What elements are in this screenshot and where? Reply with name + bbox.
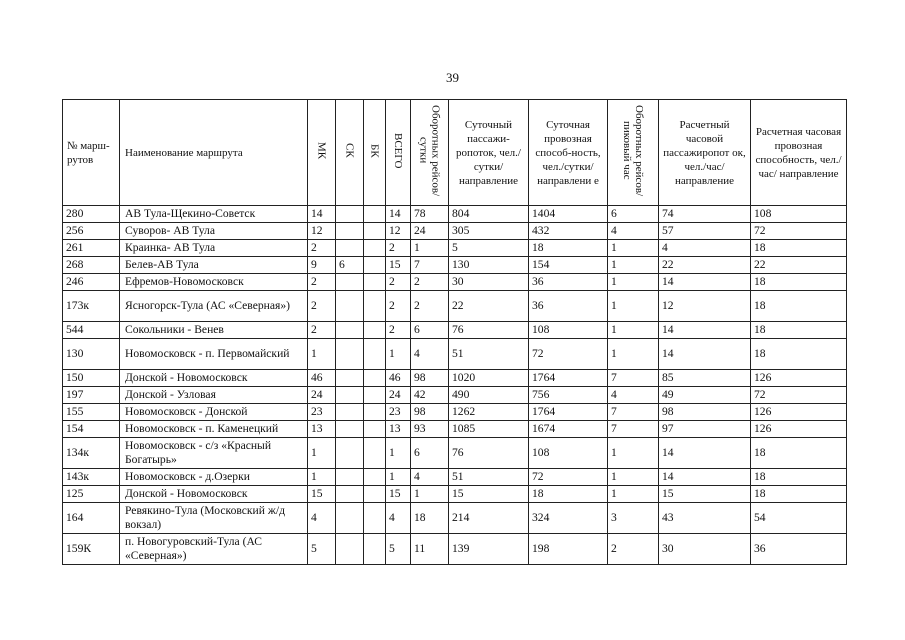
cell-hourly-flow: 30 [659, 534, 751, 565]
cell-route-number: 130 [63, 339, 120, 370]
cell-bk [364, 240, 386, 257]
cell-peak-trips: 1 [608, 240, 659, 257]
cell-daily-capacity: 432 [529, 223, 608, 240]
cell-mk: 5 [308, 534, 336, 565]
table-row [63, 370, 847, 387]
table-row [63, 291, 847, 322]
cell-sk [336, 387, 364, 404]
cell-mk: 15 [308, 486, 336, 503]
cell-trips: 4 [411, 469, 449, 486]
cell-sk [336, 339, 364, 370]
cell-trips: 93 [411, 421, 449, 438]
cell-hourly-flow: 57 [659, 223, 751, 240]
cell-route-name: Суворов- АВ Тула [120, 223, 308, 240]
cell-hourly-capacity: 18 [751, 469, 847, 486]
cell-peak-trips: 1 [608, 438, 659, 469]
cell-total: 15 [386, 486, 411, 503]
cell-route-number: 164 [63, 503, 120, 534]
cell-sk [336, 503, 364, 534]
cell-total: 1 [386, 438, 411, 469]
table-row [63, 274, 847, 291]
cell-bk [364, 421, 386, 438]
cell-peak-trips: 1 [608, 486, 659, 503]
header-peak-trips-text: Оборотных рейсов/ пиковый час [621, 104, 645, 197]
cell-sk [336, 486, 364, 503]
cell-sk: 6 [336, 257, 364, 274]
cell-route-name: п. Новогуровский-Тула (АС «Северная») [120, 534, 308, 565]
cell-peak-trips: 1 [608, 339, 659, 370]
header-trips [411, 100, 449, 206]
cell-mk: 14 [308, 206, 336, 223]
cell-mk: 13 [308, 421, 336, 438]
cell-route-number: 268 [63, 257, 120, 274]
cell-hourly-capacity: 72 [751, 223, 847, 240]
cell-route-name: Донской - Новомосковск [120, 486, 308, 503]
cell-sk [336, 438, 364, 469]
cell-total: 1 [386, 469, 411, 486]
cell-daily-capacity: 18 [529, 486, 608, 503]
header-total [386, 100, 411, 206]
cell-hourly-flow: 97 [659, 421, 751, 438]
cell-bk [364, 469, 386, 486]
cell-peak-trips: 3 [608, 503, 659, 534]
cell-hourly-capacity: 22 [751, 257, 847, 274]
cell-route-number: 150 [63, 370, 120, 387]
header-bk [364, 100, 386, 206]
cell-trips: 2 [411, 291, 449, 322]
cell-sk [336, 206, 364, 223]
cell-bk [364, 370, 386, 387]
cell-bk [364, 503, 386, 534]
cell-route-name: АВ Тула-Щекино-Советск [120, 206, 308, 223]
cell-daily-flow: 76 [449, 438, 529, 469]
cell-peak-trips: 2 [608, 534, 659, 565]
cell-trips: 78 [411, 206, 449, 223]
cell-daily-capacity: 36 [529, 274, 608, 291]
cell-hourly-flow: 15 [659, 486, 751, 503]
table-row [63, 240, 847, 257]
table-row [63, 387, 847, 404]
cell-daily-capacity: 756 [529, 387, 608, 404]
cell-mk: 2 [308, 274, 336, 291]
cell-sk [336, 274, 364, 291]
cell-peak-trips: 4 [608, 387, 659, 404]
cell-peak-trips: 1 [608, 322, 659, 339]
cell-bk [364, 404, 386, 421]
cell-daily-flow: 1262 [449, 404, 529, 421]
cell-bk [364, 387, 386, 404]
cell-trips: 1 [411, 240, 449, 257]
header-mk-text: МК [315, 141, 328, 160]
table-row [63, 438, 847, 469]
table-body [63, 206, 847, 565]
cell-hourly-capacity: 108 [751, 206, 847, 223]
table-row [63, 421, 847, 438]
cell-bk [364, 322, 386, 339]
cell-hourly-capacity: 18 [751, 291, 847, 322]
cell-trips: 7 [411, 257, 449, 274]
cell-hourly-capacity: 18 [751, 339, 847, 370]
cell-daily-flow: 804 [449, 206, 529, 223]
cell-peak-trips: 1 [608, 274, 659, 291]
cell-daily-capacity: 72 [529, 339, 608, 370]
cell-bk [364, 534, 386, 565]
cell-total: 12 [386, 223, 411, 240]
cell-peak-trips: 7 [608, 421, 659, 438]
cell-route-number: 246 [63, 274, 120, 291]
cell-daily-capacity: 108 [529, 322, 608, 339]
cell-hourly-capacity: 18 [751, 322, 847, 339]
cell-peak-trips: 7 [608, 370, 659, 387]
cell-total: 4 [386, 503, 411, 534]
cell-trips: 2 [411, 274, 449, 291]
cell-mk: 23 [308, 404, 336, 421]
cell-daily-capacity: 154 [529, 257, 608, 274]
cell-sk [336, 534, 364, 565]
cell-total: 2 [386, 322, 411, 339]
cell-daily-flow: 30 [449, 274, 529, 291]
table-row [63, 206, 847, 223]
cell-total: 13 [386, 421, 411, 438]
header-total-text: ВСЕГО [392, 132, 404, 169]
table-header-row [63, 100, 847, 206]
table-row [63, 322, 847, 339]
header-daily-capacity: Суточная провозная способ-ность, чел./сутки/ направлени е [529, 100, 608, 206]
cell-sk [336, 469, 364, 486]
cell-daily-flow: 5 [449, 240, 529, 257]
cell-hourly-capacity: 126 [751, 404, 847, 421]
table-row [63, 503, 847, 534]
cell-daily-capacity: 108 [529, 438, 608, 469]
cell-hourly-capacity: 36 [751, 534, 847, 565]
cell-route-name: Ревякино-Тула (Московский ж/д вокзал) [120, 503, 308, 534]
cell-daily-capacity: 36 [529, 291, 608, 322]
cell-hourly-capacity: 126 [751, 421, 847, 438]
cell-hourly-capacity: 126 [751, 370, 847, 387]
cell-peak-trips: 7 [608, 404, 659, 421]
cell-bk [364, 257, 386, 274]
cell-route-name: Новомосковск - с/з «Красный Богатырь» [120, 438, 308, 469]
cell-daily-flow: 130 [449, 257, 529, 274]
cell-bk [364, 223, 386, 240]
cell-trips: 6 [411, 322, 449, 339]
page-number: 39 [446, 70, 459, 85]
cell-route-number: 544 [63, 322, 120, 339]
header-route-number: № марш-рутов [63, 100, 120, 206]
header-sk-text: СК [343, 143, 356, 158]
cell-route-number: 173к [63, 291, 120, 322]
cell-daily-flow: 51 [449, 469, 529, 486]
table-row [63, 257, 847, 274]
cell-total: 2 [386, 240, 411, 257]
cell-daily-flow: 22 [449, 291, 529, 322]
cell-mk: 46 [308, 370, 336, 387]
cell-bk [364, 274, 386, 291]
cell-daily-capacity: 1404 [529, 206, 608, 223]
cell-trips: 98 [411, 370, 449, 387]
cell-daily-flow: 1020 [449, 370, 529, 387]
table-row [63, 534, 847, 565]
cell-total: 15 [386, 257, 411, 274]
cell-route-name: Краинка- АВ Тула [120, 240, 308, 257]
cell-route-name: Новомосковск - п. Каменецкий [120, 421, 308, 438]
table-row [63, 404, 847, 421]
cell-route-number: 154 [63, 421, 120, 438]
cell-daily-capacity: 1764 [529, 404, 608, 421]
cell-total: 5 [386, 534, 411, 565]
cell-bk [364, 291, 386, 322]
cell-mk: 2 [308, 291, 336, 322]
header-hourly-flow: Расчетный часовой пассажиропот ок, чел./час/ направление [659, 100, 751, 206]
cell-hourly-flow: 85 [659, 370, 751, 387]
cell-sk [336, 404, 364, 421]
cell-daily-capacity: 1764 [529, 370, 608, 387]
cell-route-name: Ефремов-Новомосковск [120, 274, 308, 291]
cell-trips: 6 [411, 438, 449, 469]
cell-hourly-capacity: 18 [751, 240, 847, 257]
cell-trips: 1 [411, 486, 449, 503]
cell-hourly-flow: 4 [659, 240, 751, 257]
table-row [63, 469, 847, 486]
cell-hourly-flow: 43 [659, 503, 751, 534]
cell-mk: 24 [308, 387, 336, 404]
cell-sk [336, 421, 364, 438]
cell-mk: 1 [308, 438, 336, 469]
cell-route-name: Ясногорск-Тула (АС «Северная») [120, 291, 308, 322]
cell-route-name: Белев-АВ Тула [120, 257, 308, 274]
cell-trips: 18 [411, 503, 449, 534]
cell-hourly-capacity: 54 [751, 503, 847, 534]
header-peak-trips [608, 100, 659, 206]
cell-trips: 4 [411, 339, 449, 370]
cell-trips: 11 [411, 534, 449, 565]
cell-route-number: 280 [63, 206, 120, 223]
header-sk [336, 100, 364, 206]
cell-mk: 4 [308, 503, 336, 534]
table-row [63, 223, 847, 240]
cell-hourly-flow: 98 [659, 404, 751, 421]
cell-peak-trips: 6 [608, 206, 659, 223]
cell-hourly-flow: 49 [659, 387, 751, 404]
cell-trips: 98 [411, 404, 449, 421]
cell-mk: 2 [308, 240, 336, 257]
cell-route-name: Новомосковск - п. Первомайский [120, 339, 308, 370]
cell-sk [336, 322, 364, 339]
header-bk-text: БК [368, 143, 381, 158]
cell-daily-flow: 15 [449, 486, 529, 503]
cell-daily-flow: 1085 [449, 421, 529, 438]
cell-hourly-flow: 14 [659, 469, 751, 486]
cell-bk [364, 438, 386, 469]
cell-route-name: Новомосковск - Донской [120, 404, 308, 421]
cell-route-name: Донской - Новомосковск [120, 370, 308, 387]
cell-route-name: Донской - Узловая [120, 387, 308, 404]
cell-hourly-flow: 74 [659, 206, 751, 223]
cell-mk: 1 [308, 339, 336, 370]
cell-daily-capacity: 72 [529, 469, 608, 486]
cell-peak-trips: 1 [608, 291, 659, 322]
cell-route-number: 155 [63, 404, 120, 421]
cell-daily-capacity: 1674 [529, 421, 608, 438]
cell-daily-flow: 51 [449, 339, 529, 370]
cell-route-number: 261 [63, 240, 120, 257]
cell-peak-trips: 1 [608, 257, 659, 274]
cell-peak-trips: 1 [608, 469, 659, 486]
cell-hourly-flow: 14 [659, 339, 751, 370]
cell-hourly-capacity: 72 [751, 387, 847, 404]
cell-daily-flow: 305 [449, 223, 529, 240]
cell-route-number: 256 [63, 223, 120, 240]
cell-daily-flow: 139 [449, 534, 529, 565]
cell-bk [364, 339, 386, 370]
cell-daily-flow: 214 [449, 503, 529, 534]
cell-trips: 24 [411, 223, 449, 240]
cell-trips: 42 [411, 387, 449, 404]
cell-total: 24 [386, 387, 411, 404]
cell-total: 2 [386, 291, 411, 322]
cell-daily-flow: 76 [449, 322, 529, 339]
cell-daily-capacity: 198 [529, 534, 608, 565]
header-hourly-capacity: Расчетная часовая провозная способность, чел./час/ направление [751, 100, 847, 206]
cell-mk: 2 [308, 322, 336, 339]
cell-mk: 1 [308, 469, 336, 486]
cell-total: 1 [386, 339, 411, 370]
cell-hourly-capacity: 18 [751, 438, 847, 469]
cell-mk: 9 [308, 257, 336, 274]
cell-route-name: Новомосковск - д.Озерки [120, 469, 308, 486]
cell-route-number: 159К [63, 534, 120, 565]
cell-peak-trips: 4 [608, 223, 659, 240]
cell-bk [364, 486, 386, 503]
cell-daily-capacity: 18 [529, 240, 608, 257]
cell-hourly-capacity: 18 [751, 274, 847, 291]
cell-hourly-flow: 14 [659, 438, 751, 469]
cell-hourly-capacity: 18 [751, 486, 847, 503]
cell-total: 46 [386, 370, 411, 387]
table-row [63, 339, 847, 370]
header-daily-flow: Суточный пассажи-ропоток, чел./сутки/ направление [449, 100, 529, 206]
cell-route-number: 197 [63, 387, 120, 404]
cell-route-number: 134к [63, 438, 120, 469]
cell-sk [336, 223, 364, 240]
header-mk [308, 100, 336, 206]
cell-sk [336, 370, 364, 387]
cell-mk: 12 [308, 223, 336, 240]
cell-daily-flow: 490 [449, 387, 529, 404]
routes-table [62, 99, 847, 565]
cell-total: 2 [386, 274, 411, 291]
cell-total: 14 [386, 206, 411, 223]
cell-route-number: 143к [63, 469, 120, 486]
cell-route-name: Сокольники - Венев [120, 322, 308, 339]
cell-hourly-flow: 22 [659, 257, 751, 274]
cell-route-number: 125 [63, 486, 120, 503]
cell-total: 23 [386, 404, 411, 421]
cell-hourly-flow: 12 [659, 291, 751, 322]
cell-daily-capacity: 324 [529, 503, 608, 534]
table-row [63, 486, 847, 503]
header-route-name: Наименование маршрута [120, 100, 308, 206]
cell-hourly-flow: 14 [659, 274, 751, 291]
cell-hourly-flow: 14 [659, 322, 751, 339]
cell-sk [336, 240, 364, 257]
header-trips-text: Оборотных рейсов/сутки [417, 104, 442, 197]
cell-bk [364, 206, 386, 223]
cell-sk [336, 291, 364, 322]
